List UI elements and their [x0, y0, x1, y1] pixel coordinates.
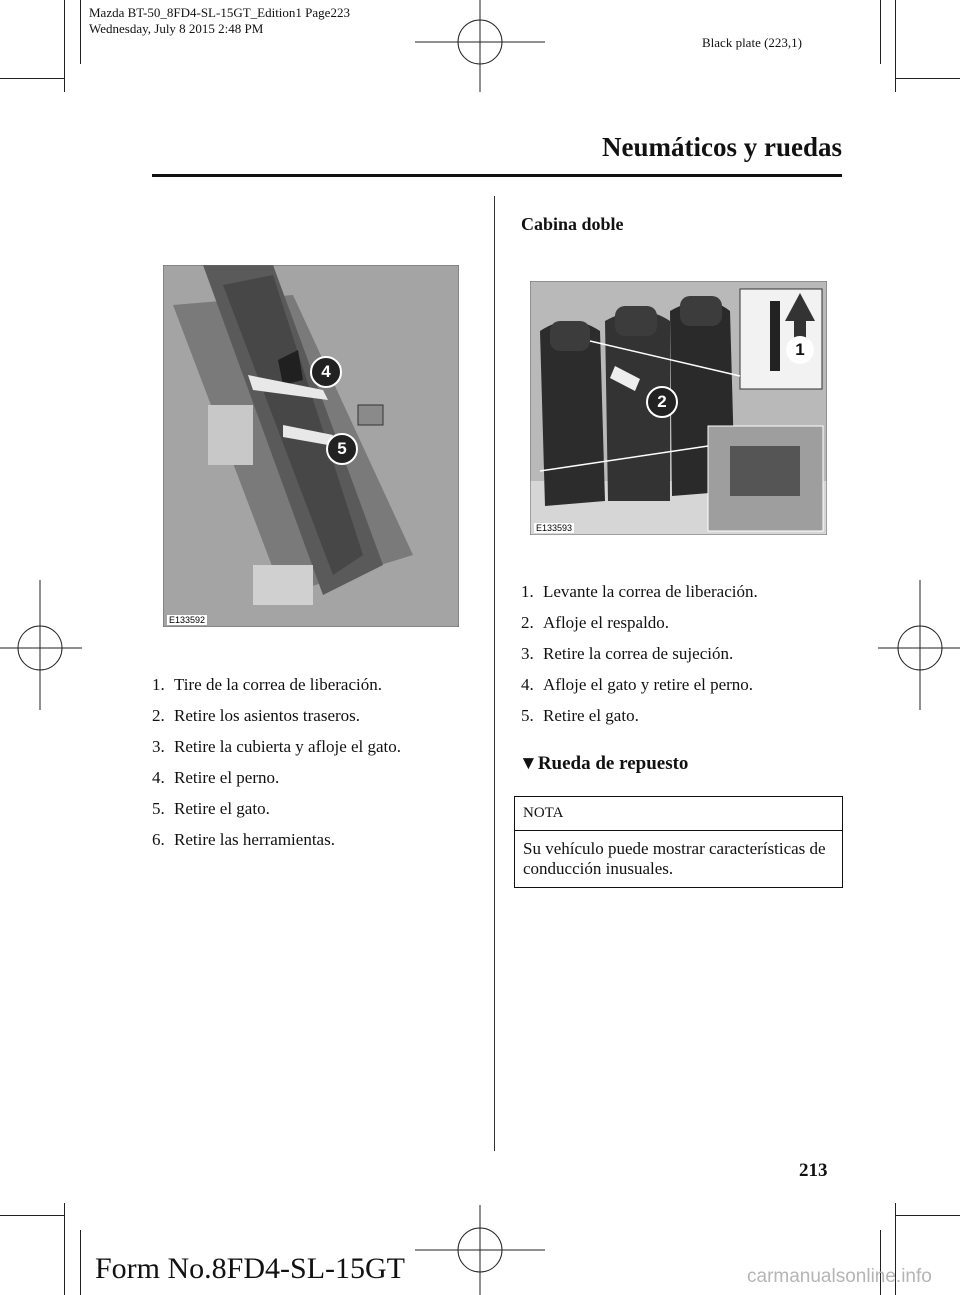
list-item: [152, 799, 482, 819]
step-number: 2.: [521, 613, 534, 632]
right-step-list: [521, 582, 851, 737]
crop-mark: [896, 78, 960, 79]
step-number: 6.: [152, 830, 165, 849]
callout-2: 2: [646, 386, 678, 418]
triangle-down-icon: ▼: [519, 753, 538, 774]
figure-code: E133593: [536, 523, 573, 533]
step-text: Retire el gato.: [174, 799, 270, 818]
step-number: 3.: [152, 737, 165, 756]
registration-target-icon: [415, 0, 545, 92]
list-item: [521, 706, 851, 726]
page-number: 213: [799, 1160, 828, 1181]
step-text: Levante la correa de liberación.: [543, 582, 758, 601]
list-item: [152, 737, 482, 757]
step-number: 2.: [152, 706, 165, 725]
callout-5: 5: [326, 433, 358, 465]
callout-4: 4: [310, 356, 342, 388]
print-header-line1: Mazda BT-50_8FD4-SL-15GT_Edition1 Page223: [89, 5, 350, 20]
crop-mark: [0, 78, 64, 79]
registration-target-icon: [415, 1205, 545, 1295]
crop-mark: [880, 0, 881, 64]
print-header: [89, 5, 350, 37]
list-item: [152, 675, 482, 695]
jack-storage-illustration: [163, 265, 459, 627]
note-label: NOTA: [515, 797, 842, 831]
print-header-line2: Wednesday, July 8 2015 2:48 PM: [89, 21, 264, 36]
step-text: Retire la cubierta y afloje el gato.: [174, 737, 402, 756]
step-number: 1.: [152, 675, 165, 694]
plate-label: Black plate (223,1): [702, 35, 802, 50]
step-number: 3.: [521, 644, 534, 663]
step-text: Retire la correa de sujeción.: [543, 644, 734, 663]
step-number: 4.: [152, 768, 165, 787]
crop-mark: [80, 0, 81, 64]
crop-mark: [896, 1215, 960, 1216]
rear-seat-illustration: [530, 281, 827, 535]
crop-mark: [64, 0, 65, 92]
left-step-list: [152, 675, 482, 861]
crop-mark: [80, 1230, 81, 1295]
step-number: 5.: [152, 799, 165, 818]
column-divider: [494, 196, 495, 1151]
step-text: Afloje el gato y retire el perno.: [543, 675, 754, 694]
list-item: [521, 644, 851, 664]
figure-code: E133592: [169, 615, 206, 625]
step-text: Retire las herramientas.: [174, 830, 335, 849]
list-item: [152, 768, 482, 788]
crop-mark: [64, 1203, 65, 1295]
watermark: carmanualsonline.info: [747, 1266, 932, 1287]
list-item: [521, 582, 851, 602]
crop-mark: [0, 1215, 64, 1216]
registration-target-icon: [0, 580, 82, 710]
note-body: Su vehículo puede mostrar características de conducción inusuales.: [523, 839, 826, 878]
step-text: Tire de la correa de liberación.: [174, 675, 383, 694]
step-text: Retire el gato.: [543, 706, 639, 725]
step-text: Retire los asientos traseros.: [174, 706, 361, 725]
step-number: 5.: [521, 706, 534, 725]
list-item: [152, 830, 482, 850]
list-item: [521, 675, 851, 695]
list-item: [152, 706, 482, 726]
registration-target-icon: [878, 580, 960, 710]
step-text: Retire el perno.: [174, 768, 280, 787]
list-item: [521, 613, 851, 633]
rear-seat-figure: [530, 281, 827, 535]
step-number: 1.: [521, 582, 534, 601]
jack-storage-figure: [163, 265, 459, 627]
spare-wheel-heading: [519, 753, 688, 775]
title-rule: [152, 174, 842, 177]
note-box: [514, 796, 843, 888]
form-number: Form No.8FD4-SL-15GT: [95, 1252, 406, 1285]
spare-wheel-title: Rueda de repuesto: [537, 753, 689, 774]
callout-1: 1: [786, 336, 814, 364]
cabin-heading: Cabina doble: [521, 214, 624, 234]
page-title: Neumáticos y ruedas: [602, 132, 842, 162]
step-text: Afloje el respaldo.: [543, 613, 670, 632]
step-number: 4.: [521, 675, 534, 694]
